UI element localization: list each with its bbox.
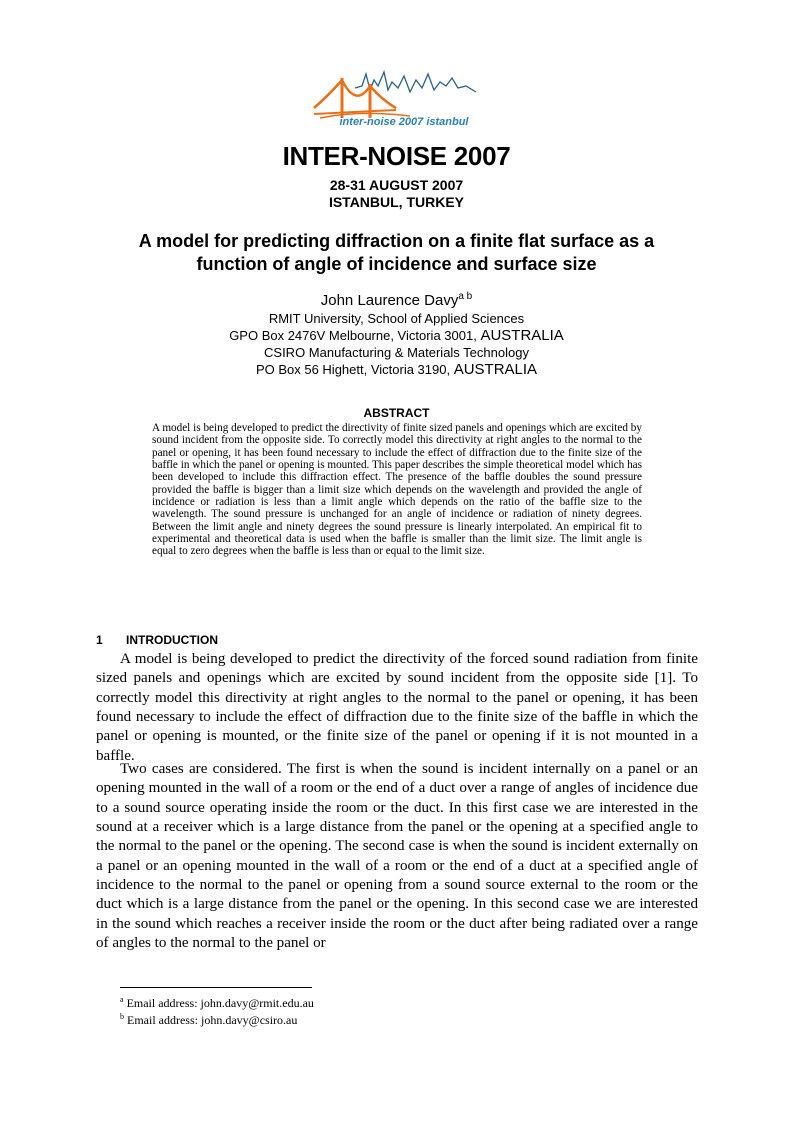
footnote (120, 1012, 297, 1028)
conference-title: INTER-NOISE 2007 (282, 141, 511, 171)
author-line (0, 291, 793, 309)
affiliation-line-1 (0, 310, 793, 327)
footnote-mark: a (120, 995, 124, 1004)
logo-caption: inter-noise 2007 istanbul (339, 116, 469, 128)
author-superscripts: a b (458, 291, 473, 302)
body-paragraph: Two cases are considered. The first is when the sound is incident internally on a panel or an opening mounted in the wall of a room or the end of a duct over a range of angles of incidence due to a sound source operating inside the room or the duct. In this first case we are interested in the sound at a receiver which is a large distance from the panel or the opening at a specified angle to the normal to the panel or the opening. The second case is when the sound is incident externally on a panel or an opening mounted in the wall of a room or the end of a duct at a specified angle of incidence to the normal to the panel or opening from a sound source external to the room or the duct which is a large distance from the panel or the opening. In this second case we are interested in the sound which reaches a receiver inside the room or the duct after being radiated over a range of angles to the normal to the panel or (96, 761, 698, 952)
conference-logo (300, 66, 500, 136)
footnote-text: Email address: john.davy@csiro.au (124, 1013, 298, 1027)
affiliation-line-4 (0, 361, 793, 378)
conference-location: ISTANBUL, TURKEY (328, 194, 465, 210)
affiliation-line-3 (0, 344, 793, 361)
footnote-text: Email address: john.davy@rmit.edu.au (123, 996, 314, 1010)
abstract-text: A model is being developed to predict the directivity of finite sized panels and openings which are excited by sound incident from the opposite side. To correctly model this directivity at right angles to the normal to the panel or opening, it has been found necessary to include the effect of diffraction due to the finite size of the baffle in which the panel or opening is mounted. This paper describes the simple theoretical model which has been developed to include this diffraction effect. The presence of the baffle doubles the sound pressure provided the baffle is bigger than a limit size which depends on the wavelength and provided the angle of incidence or radiation is less than a limit angle which depends on the ratio of the baffle size to the wavelength. The sound pressure is unchanged for an angle of incidence or radiation of ninety degrees. Between the limit angle and ninety degrees the sound pressure is linearly interpolated. An empirical fit to experimental and theoretical data is used when the baffle is smaller than the limit size. The limit angle is equal to zero degrees when the baffle is less than or equal to the limit size. (152, 422, 642, 558)
section-number: 1 (96, 633, 103, 647)
author-name: John Laurence Davy (320, 292, 459, 309)
section-heading (96, 633, 218, 647)
body-paragraph: A model is being developed to predict the directivity of the forced sound radiation from finite sized panels and openings which are excited by sound incident from the opposite side [1]. To correctly model this directivity at right angles to the normal to the panel or opening, it has been found necessary to include the effect of diffraction due to the finite size of the baffle in which the panel or opening is mounted, or the finite size of the panel or opening if it is not mounted in a baffle. (96, 651, 698, 764)
affiliation-text: RMIT University, School of Applied Sciences (268, 311, 525, 326)
affiliation-country: AUSTRALIA (453, 361, 538, 378)
affiliation-country: AUSTRALIA (480, 327, 564, 344)
section-title: INTRODUCTION (126, 633, 218, 647)
footnote-mark: b (120, 1012, 124, 1021)
affiliation-text: PO Box 56 Highett, Victoria 3190, (255, 362, 454, 377)
footnote (120, 995, 314, 1011)
footnote-divider (120, 987, 312, 988)
conference-dates: 28-31 AUGUST 2007 (329, 177, 464, 193)
abstract-heading: ABSTRACT (363, 406, 430, 420)
paper-title: A model for predicting diffraction on a finite flat surface as a function of angle of incidence and surface size (138, 231, 655, 274)
affiliation-line-2 (0, 327, 793, 344)
affiliation-text: CSIRO Manufacturing & Materials Technology (264, 345, 529, 360)
affiliation-text: GPO Box 2476V Melbourne, Victoria 3001, (229, 328, 481, 343)
